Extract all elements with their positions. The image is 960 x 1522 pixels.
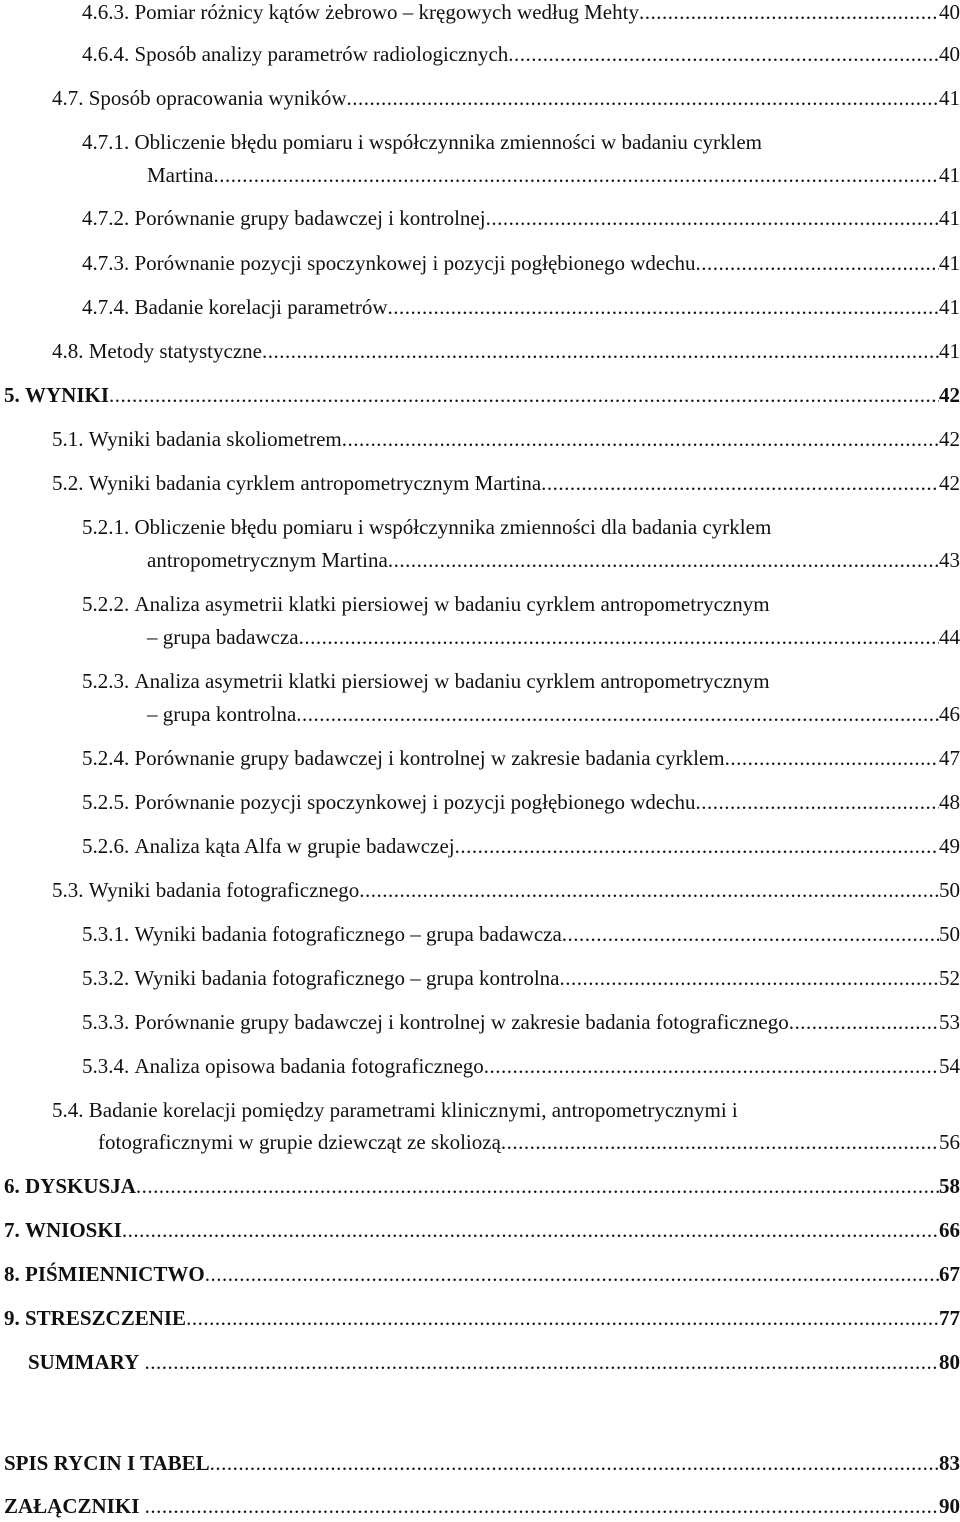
toc-title: Analiza asymetrii klatki piersiowej w badaniu cyrklem antropometrycznym: [134, 592, 770, 616]
toc-page: 50: [939, 922, 960, 946]
dot-leader: [213, 163, 939, 187]
dot-leader: [342, 427, 939, 451]
toc-number: 6.: [4, 1174, 20, 1198]
toc-page: 90: [939, 1494, 960, 1518]
dot-leader: [145, 1494, 939, 1518]
toc-title: Wyniki badania fotograficznego – grupa kontrolna: [134, 966, 560, 990]
toc-page: 42: [939, 427, 960, 451]
toc-title: Sposób opracowania wyników: [88, 86, 347, 110]
toc-page: 77: [939, 1306, 960, 1330]
toc-page: 58: [939, 1174, 960, 1198]
toc-number: 5.4.: [52, 1098, 84, 1122]
toc-number: 4.8.: [52, 339, 84, 363]
toc-number: 5.3.: [52, 878, 84, 902]
toc-page: 41: [939, 206, 960, 230]
dot-leader: [296, 702, 939, 726]
toc-number: 7.: [4, 1218, 20, 1242]
dot-leader: [508, 42, 939, 66]
toc-page: 56: [939, 1130, 960, 1154]
toc-title: Sposób analizy parametrów radiologicznych: [134, 42, 509, 66]
toc-title-continued: antropometrycznym Martina: [147, 548, 388, 572]
dot-leader: [696, 790, 939, 814]
toc-title: PIŚMIENNICTWO: [25, 1262, 205, 1286]
dot-leader: [145, 1350, 940, 1374]
toc-number: 5.2.2.: [82, 592, 130, 616]
toc-page: 40: [939, 0, 960, 24]
dot-leader: [186, 1306, 939, 1330]
toc-page: 49: [939, 834, 960, 858]
dot-leader: [562, 922, 939, 946]
toc-title: Analiza kąta Alfa w grupie badawczej: [134, 834, 455, 858]
toc-number: 5.2.6.: [82, 834, 130, 858]
toc-title: Obliczenie błędu pomiaru i współczynnika zmienności dla badania cyrklem: [134, 515, 772, 539]
toc-number: 4.7.4.: [82, 295, 130, 319]
dot-leader: [725, 746, 939, 770]
toc-page: 67: [939, 1262, 960, 1286]
toc-page: 47: [939, 746, 960, 770]
dot-leader: [639, 0, 939, 24]
dot-leader: [262, 339, 939, 363]
dot-leader: [347, 86, 939, 110]
toc-title: Analiza asymetrii klatki piersiowej w badaniu cyrklem antropometrycznym: [134, 669, 770, 693]
toc-title: Porównanie pozycji spoczynkowej i pozycji pogłębionego wdechu: [134, 790, 696, 814]
dot-leader: [136, 1174, 939, 1198]
toc-title: Badanie korelacji pomiędzy parametrami klinicznymi, antropometrycznymi i: [88, 1098, 738, 1122]
toc-title: Badanie korelacji parametrów: [134, 295, 388, 319]
toc-title: Wyniki badania fotograficznego – grupa badawcza: [134, 922, 562, 946]
toc-number: 9.: [4, 1306, 20, 1330]
toc-page: 41: [939, 339, 960, 363]
toc-title-continued: Martina: [147, 163, 214, 187]
toc-number: 4.6.3.: [82, 0, 130, 24]
toc-number: 5.: [4, 383, 20, 407]
toc-page: 48: [939, 790, 960, 814]
toc-page: 42: [939, 383, 960, 407]
toc-page: 83: [939, 1451, 960, 1475]
toc-number: 4.6.4.: [82, 42, 130, 66]
toc-number: 4.7.3.: [82, 251, 130, 275]
toc-number: 5.2.3.: [82, 669, 130, 693]
toc-page: 53: [939, 1010, 960, 1034]
toc-page: 52: [939, 966, 960, 990]
toc-page: 41: [939, 86, 960, 110]
toc-title: Porównanie grupy badawczej i kontrolnej w zakresie badania cyrklem: [134, 746, 725, 770]
toc-title: WNIOSKI: [25, 1218, 122, 1242]
toc-number: 5.1.: [52, 427, 84, 451]
toc-number: 5.3.3.: [82, 1010, 130, 1034]
dot-leader: [210, 1451, 939, 1475]
toc-title: Porównanie grupy badawczej i kontrolnej w zakresie badania fotograficznego: [134, 1010, 789, 1034]
toc-title: Porównanie pozycji spoczynkowej i pozycji pogłębionego wdechu: [134, 251, 696, 275]
toc-page: 41: [939, 163, 960, 187]
dot-leader: [388, 548, 939, 572]
toc-number: 5.3.1.: [82, 922, 130, 946]
dot-leader: [486, 206, 939, 230]
toc-number: 4.7.1.: [82, 130, 130, 154]
toc-number: 5.2.4.: [82, 746, 130, 770]
dot-leader: [789, 1010, 939, 1034]
toc-title: Analiza opisowa badania fotograficznego: [134, 1054, 484, 1078]
toc-page: 40: [939, 42, 960, 66]
dot-leader: [122, 1218, 939, 1242]
toc-number: 8.: [4, 1262, 20, 1286]
toc-title: SPIS RYCIN I TABEL: [4, 1451, 210, 1475]
toc-number: 4.7.: [52, 86, 84, 110]
dot-leader: [541, 471, 939, 495]
toc-page: 54: [939, 1054, 960, 1078]
toc-title-continued: fotograficznymi w grupie dziewcząt ze skoliozą: [98, 1130, 501, 1154]
dot-leader: [484, 1054, 939, 1078]
toc-page: 42: [939, 471, 960, 495]
toc-page: 46: [939, 702, 960, 726]
toc-number: 5.2.: [52, 471, 84, 495]
toc-title: Wyniki badania fotograficznego: [88, 878, 360, 902]
toc-page: 66: [939, 1218, 960, 1242]
toc-number: 5.2.5.: [82, 790, 130, 814]
dot-leader: [560, 966, 939, 990]
toc-page: 41: [939, 251, 960, 275]
toc-page: 41: [939, 295, 960, 319]
toc-title: DYSKUSJA: [25, 1174, 136, 1198]
toc-number: 5.2.1.: [82, 515, 130, 539]
dot-leader: [696, 251, 939, 275]
toc-title: Pomiar różnicy kątów żebrowo – kręgowych według Mehty: [134, 0, 639, 24]
toc-title: Wyniki badania skoliometrem: [88, 427, 342, 451]
toc-title: SUMMARY: [28, 1350, 140, 1374]
toc-page: 44: [939, 625, 960, 649]
dot-leader: [299, 625, 939, 649]
dot-leader: [205, 1262, 939, 1286]
toc-title: ZAŁĄCZNIKI: [4, 1494, 140, 1518]
toc-title-continued: – grupa badawcza: [147, 625, 299, 649]
toc-number: 5.3.4.: [82, 1054, 130, 1078]
dot-leader: [501, 1130, 939, 1154]
dot-leader: [109, 383, 939, 407]
dot-leader: [455, 834, 939, 858]
toc-title: Metody statystyczne: [88, 339, 262, 363]
toc-page: 43: [939, 548, 960, 572]
toc-page: 80: [939, 1350, 960, 1374]
toc-number: 5.3.2.: [82, 966, 130, 990]
toc-title: Porównanie grupy badawczej i kontrolnej: [134, 206, 486, 230]
toc-page: 50: [939, 878, 960, 902]
toc-title: Obliczenie błędu pomiaru i współczynnika zmienności w badaniu cyrklem: [134, 130, 762, 154]
toc-number: 4.7.2.: [82, 206, 130, 230]
toc-title-continued: – grupa kontrolna: [147, 702, 297, 726]
toc-title: WYNIKI: [25, 383, 110, 407]
dot-leader: [388, 295, 939, 319]
toc-title: Wyniki badania cyrklem antropometrycznym Martina: [88, 471, 542, 495]
toc-title: STRESZCZENIE: [25, 1306, 187, 1330]
dot-leader: [359, 878, 939, 902]
